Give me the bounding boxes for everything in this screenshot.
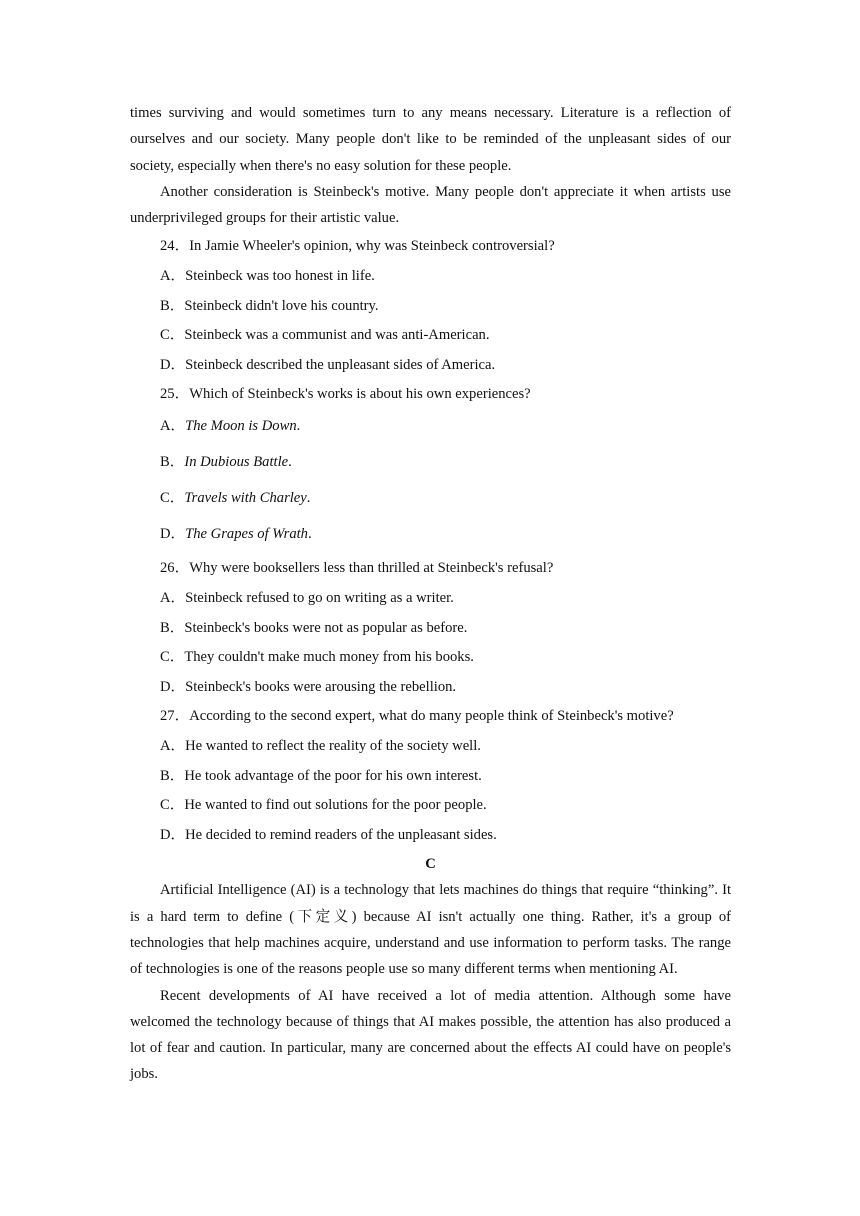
question-27-option-b: B．He took advantage of the poor for his own interest.: [160, 767, 482, 784]
question-25-stem: 25．Which of Steinbeck's works is about his own experiences?: [160, 386, 531, 403]
document-page: [130, 100, 731, 1088]
option-letter: A．: [160, 418, 186, 435]
question-24-option-d: D．Steinbeck described the unpleasant sides of America.: [160, 356, 496, 373]
question-24-option-c: C．Steinbeck was a communist and was anti-American.: [160, 327, 490, 344]
question-24-option-b: B．Steinbeck didn't love his country.: [160, 297, 379, 314]
question-26-option-d: D．Steinbeck's books were arousing the rebellion.: [160, 678, 457, 695]
question-27-option-c: C．He wanted to find out solutions for the poor people.: [160, 797, 487, 814]
passage-c-paragraph-2: Recent developments of AI have received a lot of media attention. Although some have welcomed the technology because of things that AI makes possible, the attention has also produced a lot of fear and caution. In particular, many are concerned about the effects AI could have on people's jobs.: [130, 987, 731, 1083]
book-title: The Grapes of Wrath: [185, 526, 308, 543]
passage-c-paragraph-1: Artificial Intelligence (AI) is a technology that lets machines do things that require “thinking”. It is a hard term to define (下定义) because AI isn't actually one thing. Rather, it's a group of technologies that help machines acquire, understand and use information to perform tasks. The range of technologies is one of the reasons people use so many different terms when mentioning AI.: [130, 882, 731, 978]
passage-b-paragraph-1: times surviving and would sometimes turn to any means necessary. Literature is a reflection of ourselves and our society. Many people don't like to be reminded of the unpleasant sides of our society, especially when there's no easy solution for these people.: [130, 105, 731, 174]
book-title: In Dubious Battle: [184, 454, 289, 471]
book-title: Travels with Charley: [184, 490, 307, 507]
option-letter: D．: [160, 526, 186, 543]
option-tail: .: [307, 526, 312, 543]
question-25-option-d: [130, 519, 731, 549]
section-heading-c: C: [425, 856, 436, 873]
question-27-option-a: A．He wanted to reflect the reality of the society well.: [160, 737, 481, 754]
question-26-stem: 26．Why were booksellers less than thrilled at Steinbeck's refusal?: [160, 560, 554, 577]
question-27-option-d: D．He decided to remind readers of the unpleasant sides.: [160, 826, 497, 843]
option-tail: .: [288, 454, 292, 471]
question-26-option-c: C．They couldn't make much money from his books.: [160, 649, 474, 666]
question-24-option-a: A．Steinbeck was too honest in life.: [160, 268, 375, 285]
option-letter: B．: [160, 454, 185, 471]
question-24-stem: 24．In Jamie Wheeler's opinion, why was Steinbeck controversial?: [160, 238, 555, 255]
question-25-option-c: [130, 483, 731, 513]
book-title: The Moon is Down: [185, 418, 297, 435]
option-letter: C．: [160, 490, 185, 507]
question-25-option-a: [130, 411, 731, 441]
question-27-stem: 27．According to the second expert, what do many people think of Steinbeck's motive?: [160, 708, 674, 725]
option-tail: .: [306, 490, 311, 507]
option-tail: .: [296, 418, 301, 435]
passage-b-paragraph-2: Another consideration is Steinbeck's motive. Many people don't appreciate it when artists use underprivileged groups for their artistic value.: [130, 183, 731, 227]
question-26-option-a: A．Steinbeck refused to go on writing as a writer.: [160, 590, 454, 607]
question-26-option-b: B．Steinbeck's books were not as popular as before.: [160, 619, 468, 636]
question-25-option-b: [130, 447, 731, 477]
